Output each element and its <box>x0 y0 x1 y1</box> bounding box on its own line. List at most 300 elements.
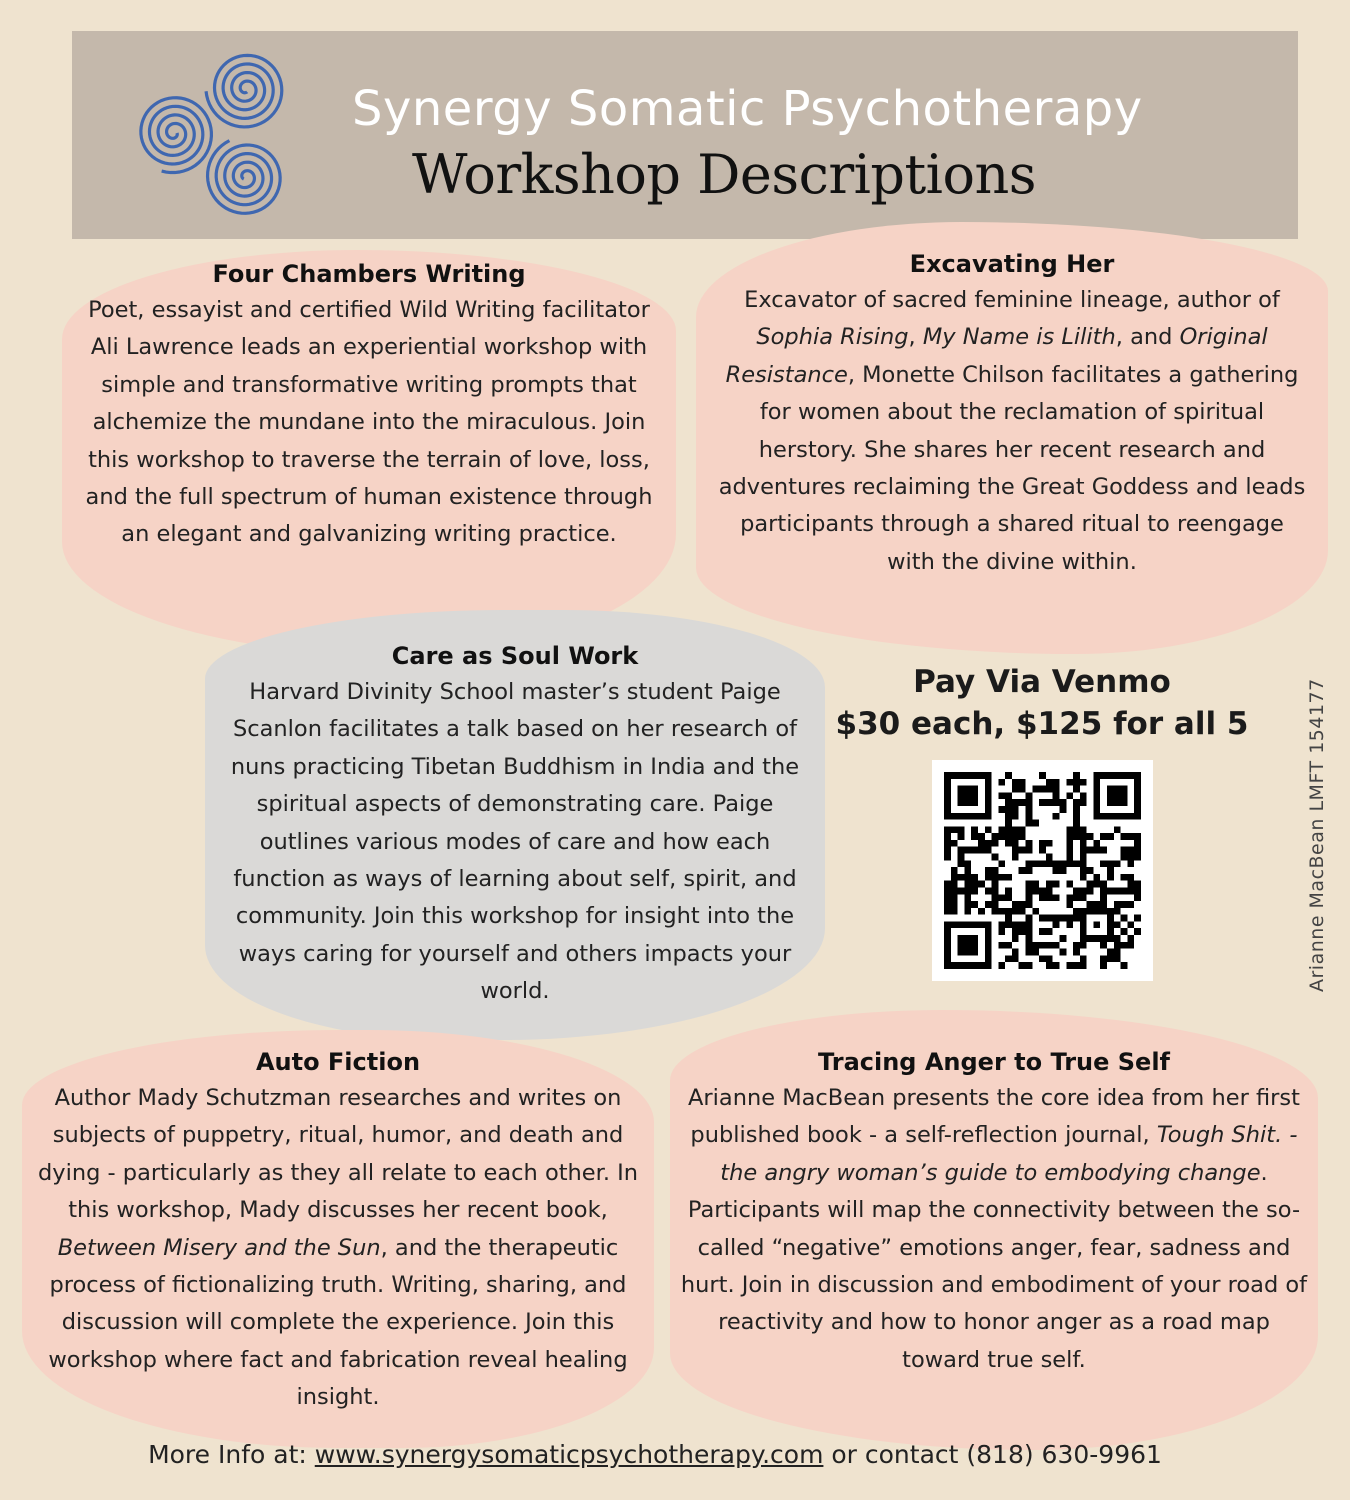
qr-module <box>992 833 999 840</box>
qr-module <box>1046 779 1053 786</box>
qr-module <box>1080 860 1087 867</box>
footer-prefix: More Info at: <box>148 1440 315 1469</box>
qr-module <box>1100 887 1107 894</box>
qr-module <box>1080 779 1087 786</box>
qr-module <box>971 887 978 894</box>
workshop-title: Excavating Her <box>909 250 1115 278</box>
qr-module <box>998 860 1005 867</box>
qr-module <box>1005 908 1012 915</box>
qr-module <box>1066 833 1073 840</box>
triple-spiral-icon <box>124 45 296 223</box>
qr-module <box>992 894 999 901</box>
qr-module <box>1100 955 1107 962</box>
qr-module <box>1059 915 1066 922</box>
qr-module <box>1019 786 1026 793</box>
qr-module <box>978 833 985 840</box>
qr-module <box>944 894 951 901</box>
qr-module <box>1107 860 1114 867</box>
qr-module <box>1066 915 1073 922</box>
qr-module <box>1005 820 1012 827</box>
qr-module <box>1012 799 1019 806</box>
qr-module <box>1087 833 1094 840</box>
qr-module <box>1046 854 1053 861</box>
qr-module <box>1080 867 1087 874</box>
qr-module <box>1005 813 1012 820</box>
qr-module <box>971 881 978 888</box>
qr-module <box>1073 949 1080 956</box>
spiral-stroke <box>208 141 281 214</box>
qr-module <box>1100 847 1107 854</box>
qr-module <box>1114 955 1121 962</box>
workshop-title: Care as Soul Work <box>391 642 639 670</box>
qr-module <box>1053 860 1060 867</box>
qr-module <box>1073 799 1080 806</box>
qr-module <box>958 935 978 955</box>
page-title: Workshop Descriptions <box>412 143 1036 206</box>
qr-module <box>944 833 951 840</box>
organization-name: Synergy Somatic Psychotherapy <box>352 81 1143 137</box>
qr-module <box>958 887 965 894</box>
qr-module <box>1026 881 1033 888</box>
qr-module <box>1059 860 1066 867</box>
qr-module <box>1026 901 1033 908</box>
qr-module <box>1019 847 1026 854</box>
qr-module <box>1066 921 1073 928</box>
qr-module <box>1012 847 1019 854</box>
qr-module <box>1026 928 1033 935</box>
qr-module <box>998 833 1005 840</box>
qr-module <box>1134 833 1141 840</box>
qr-module <box>1121 847 1128 854</box>
qr-module <box>1073 786 1080 793</box>
qr-module <box>1039 942 1046 949</box>
qr-module <box>1026 792 1033 799</box>
qr-module <box>958 860 965 867</box>
qr-module <box>1127 921 1134 928</box>
qr-module <box>1032 786 1039 793</box>
qr-module <box>1005 806 1012 813</box>
qr-module <box>1012 806 1019 813</box>
qr-module <box>1012 949 1019 956</box>
qr-module <box>985 874 992 881</box>
payment-method: Pay Via Venmo <box>913 664 1171 700</box>
qr-module <box>1046 840 1053 847</box>
qr-module <box>1066 881 1073 888</box>
qr-module <box>1032 942 1039 949</box>
qr-module <box>1032 949 1039 956</box>
qr-module <box>1100 881 1107 888</box>
qr-module <box>1114 887 1121 894</box>
qr-module <box>1012 826 1019 833</box>
qr-module <box>1107 833 1114 840</box>
qr-module <box>958 826 965 833</box>
qr-module <box>1080 792 1087 799</box>
qr-module <box>1039 928 1046 935</box>
qr-module <box>1032 881 1039 888</box>
qr-module <box>1134 847 1141 854</box>
qr-module <box>1026 962 1033 969</box>
qr-module <box>944 826 951 833</box>
workshop-description: Excavator of sacred feminine lineage, author of Sophia Rising, My Name is Lilith, and Original Resistance, Monette Chilson facilitates a gathering for women about the reclamation of spiritual herstory. She shares her recent research and adventures reclaiming the Great Goddess and leads participants through a shared ritual to reengage with the divine within. <box>718 287 1306 575</box>
qr-module <box>964 881 971 888</box>
qr-module <box>1032 887 1039 894</box>
qr-module <box>1026 949 1033 956</box>
qr-module <box>1121 942 1128 949</box>
qr-module <box>1114 935 1121 942</box>
qr-module <box>1046 955 1053 962</box>
qr-module <box>1012 935 1019 942</box>
qr-module <box>1134 928 1141 935</box>
qr-module <box>1046 894 1053 901</box>
qr-module <box>1066 826 1073 833</box>
qr-module <box>1039 772 1046 779</box>
workshop-card-care-as-soul-work <box>205 610 825 1040</box>
qr-module <box>1053 942 1060 949</box>
qr-module <box>1114 860 1121 867</box>
qr-module <box>1134 915 1141 922</box>
workshop-title: Auto Fiction <box>255 1048 421 1076</box>
qr-module <box>1026 806 1033 813</box>
qr-module <box>985 867 992 874</box>
qr-module <box>1019 908 1026 915</box>
qr-module <box>998 962 1005 969</box>
qr-module <box>1073 915 1080 922</box>
payment-price: $30 each, $125 for all 5 <box>835 706 1249 742</box>
qr-module <box>1073 826 1080 833</box>
qr-module <box>958 833 965 840</box>
qr-module <box>1053 786 1060 793</box>
qr-module <box>1012 779 1019 786</box>
qr-module <box>1019 962 1026 969</box>
qr-module <box>1080 833 1087 840</box>
qr-module <box>1026 847 1033 854</box>
license-credit: Arianne MacBean LMFT 154177 <box>1306 678 1328 992</box>
qr-module <box>998 826 1005 833</box>
venmo-qr-code[interactable] <box>932 760 1153 981</box>
qr-module <box>964 867 971 874</box>
qr-module <box>958 854 965 861</box>
qr-module <box>998 894 1005 901</box>
qr-module <box>1012 928 1019 935</box>
qr-module <box>1012 921 1019 928</box>
qr-module <box>1066 894 1073 901</box>
qr-module <box>1114 826 1121 833</box>
qr-module <box>964 894 971 901</box>
qr-module <box>1005 942 1012 949</box>
qr-module <box>1107 887 1114 894</box>
qr-module <box>1127 874 1134 881</box>
header-banner <box>72 31 1298 239</box>
qr-module <box>1087 847 1094 854</box>
qr-module <box>998 874 1005 881</box>
qr-module <box>971 901 978 908</box>
qr-module <box>944 854 951 861</box>
qr-module <box>1039 799 1046 806</box>
qr-module <box>1026 915 1033 922</box>
qr-module <box>1053 881 1060 888</box>
qr-module <box>978 908 985 915</box>
qr-module <box>958 786 978 806</box>
qr-module <box>992 908 999 915</box>
qr-module <box>1046 915 1053 922</box>
qr-module <box>1005 833 1012 840</box>
qr-module <box>1005 955 1012 962</box>
qr-module <box>1039 847 1046 854</box>
qr-module <box>1053 894 1060 901</box>
qr-module <box>944 881 951 888</box>
payment-info <box>832 662 1252 746</box>
qr-module <box>1019 901 1026 908</box>
qr-module <box>1053 813 1060 820</box>
qr-module <box>951 901 958 908</box>
qr-module <box>1019 799 1026 806</box>
qr-module <box>985 887 992 894</box>
qr-module <box>1005 840 1012 847</box>
qr-module <box>985 826 992 833</box>
qr-module <box>1107 874 1114 881</box>
qr-module <box>951 881 958 888</box>
qr-module <box>1073 813 1080 820</box>
qr-module <box>1053 867 1060 874</box>
qr-module <box>971 833 978 840</box>
qr-module <box>1026 799 1033 806</box>
qr-module <box>998 806 1005 813</box>
qr-module <box>1032 908 1039 915</box>
qr-module <box>1019 833 1026 840</box>
qr-module <box>1012 854 1019 861</box>
workshop-card-tracing-anger <box>670 1010 1318 1450</box>
spiral-stroke <box>206 55 282 127</box>
qr-module <box>964 908 971 915</box>
qr-module <box>1080 799 1087 806</box>
qr-module <box>1066 962 1073 969</box>
qr-module <box>992 874 999 881</box>
qr-module <box>1114 942 1121 949</box>
qr-module <box>971 874 978 881</box>
qr-module <box>964 860 971 867</box>
qr-module <box>1100 962 1107 969</box>
qr-module <box>1127 833 1134 840</box>
qr-module <box>1114 908 1121 915</box>
qr-module <box>971 826 978 833</box>
qr-module <box>964 901 971 908</box>
qr-code-icon <box>944 772 1141 969</box>
qr-module <box>951 874 958 881</box>
qr-module <box>978 881 985 888</box>
qr-module <box>1073 942 1080 949</box>
qr-module <box>1046 962 1053 969</box>
qr-module <box>951 826 958 833</box>
qr-module <box>1127 860 1134 867</box>
footer-contact <box>0 1440 1310 1469</box>
qr-module <box>1026 867 1033 874</box>
qr-module <box>1127 935 1134 942</box>
qr-module <box>978 840 985 847</box>
qr-module <box>1127 854 1134 861</box>
qr-module <box>1046 881 1053 888</box>
workshop-description: Arianne MacBean presents the core idea from her first published book - a self-reflection journal, Tough Shit. - the angry woman’s guide to embodying change. Participants will map the connectivity between the so-called “negative” emotions anger, fear, sadness and hurt. Join in discussion and embodiment of your road of reactivity and how to honor anger as a road map toward true self. <box>680 1085 1308 1373</box>
qr-module <box>1127 847 1134 854</box>
qr-module <box>1066 779 1073 786</box>
qr-module <box>1053 792 1060 799</box>
qr-module <box>1059 867 1066 874</box>
qr-module <box>1127 887 1134 894</box>
qr-module <box>998 908 1005 915</box>
qr-module <box>985 840 992 847</box>
qr-module <box>1080 874 1087 881</box>
qr-module <box>1073 820 1080 827</box>
qr-module <box>1073 962 1080 969</box>
qr-module <box>1121 901 1128 908</box>
qr-module <box>1039 860 1046 867</box>
qr-module <box>1107 867 1114 874</box>
qr-module <box>1059 799 1066 806</box>
qr-module <box>1080 942 1087 949</box>
qr-module <box>944 908 951 915</box>
qr-module <box>992 840 999 847</box>
qr-module <box>1026 840 1033 847</box>
qr-module <box>1134 881 1141 888</box>
qr-module <box>1046 887 1053 894</box>
qr-module <box>951 908 958 915</box>
qr-module <box>1026 813 1033 820</box>
qr-module <box>998 928 1005 935</box>
qr-module <box>1093 901 1100 908</box>
qr-module <box>1039 894 1046 901</box>
qr-module <box>1121 887 1128 894</box>
qr-module <box>1039 915 1046 922</box>
qr-module <box>951 867 958 874</box>
qr-module <box>1073 860 1080 867</box>
qr-module <box>1073 779 1080 786</box>
qr-module <box>998 779 1005 786</box>
qr-module <box>1134 840 1141 847</box>
qr-module <box>1114 949 1121 956</box>
qr-module <box>1005 894 1012 901</box>
qr-module <box>1087 901 1094 908</box>
qr-module <box>1032 820 1039 827</box>
qr-module <box>1019 867 1026 874</box>
qr-module <box>944 901 951 908</box>
qr-module <box>1087 867 1094 874</box>
qr-module <box>1012 833 1019 840</box>
workshop-title: Four Chambers Writing <box>212 260 526 288</box>
qr-module <box>964 887 971 894</box>
qr-module <box>1053 915 1060 922</box>
qr-module <box>1100 833 1107 840</box>
website-link[interactable]: www.synergysomaticpsychotherapy.com <box>314 1440 824 1469</box>
qr-module <box>1012 840 1019 847</box>
qr-module <box>1053 799 1060 806</box>
qr-module <box>1073 772 1080 779</box>
qr-module <box>1012 955 1019 962</box>
qr-module <box>1026 820 1033 827</box>
qr-module <box>1026 887 1033 894</box>
qr-module <box>1127 901 1134 908</box>
qr-module <box>964 874 971 881</box>
qr-module <box>998 942 1005 949</box>
footer-suffix: or contact (818) 630-9961 <box>823 1440 1162 1469</box>
qr-module <box>1026 860 1033 867</box>
qr-module <box>1019 779 1026 786</box>
qr-module <box>1134 894 1141 901</box>
qr-module <box>1080 894 1087 901</box>
qr-module <box>1039 955 1046 962</box>
qr-module <box>1127 942 1134 949</box>
qr-module <box>1053 779 1060 786</box>
workshop-card-four-chambers-writing <box>62 250 676 655</box>
qr-module <box>1087 887 1094 894</box>
qr-module <box>958 874 965 881</box>
qr-module <box>1087 881 1094 888</box>
qr-module <box>1100 894 1107 901</box>
qr-module <box>985 901 992 908</box>
qr-module <box>992 887 999 894</box>
workshop-description: Poet, essayist and certified Wild Writing facilitator Ali Lawrence leads an experiential workshop with simple and transformative writing prompts that alchemize the mundane into the miraculous. Join this workshop to traverse the terrain of love, loss, and the full spectrum of human existence through an elegant and galvanizing writing practice. <box>85 297 653 548</box>
qr-module <box>1046 799 1053 806</box>
qr-module <box>1073 833 1080 840</box>
qr-module <box>1080 840 1087 847</box>
qr-module <box>1005 826 1012 833</box>
qr-module <box>1012 813 1019 820</box>
qr-module <box>1059 935 1066 942</box>
qr-module <box>1121 928 1128 935</box>
qr-module <box>951 894 958 901</box>
qr-module <box>1066 792 1073 799</box>
qr-module <box>1080 826 1087 833</box>
qr-module <box>1080 847 1087 854</box>
qr-module <box>971 847 978 854</box>
qr-module <box>951 887 958 894</box>
qr-module <box>1005 874 1012 881</box>
qr-module <box>1066 901 1073 908</box>
qr-module <box>1019 928 1026 935</box>
qr-module <box>992 881 999 888</box>
qr-module <box>1005 915 1012 922</box>
qr-module <box>1073 908 1080 915</box>
qr-module <box>944 887 951 894</box>
qr-module <box>1059 949 1066 956</box>
workshop-title: Tracing Anger to True Self <box>818 1048 1170 1076</box>
qr-module <box>978 847 985 854</box>
qr-module <box>1093 847 1100 854</box>
qr-module <box>1059 806 1066 813</box>
qr-module <box>1121 915 1128 922</box>
qr-module <box>1121 962 1128 969</box>
qr-module <box>1053 921 1060 928</box>
qr-module <box>992 867 999 874</box>
qr-module <box>1100 901 1107 908</box>
workshop-description: Author Mady Schutzman researches and writes on subjects of puppetry, ritual, humor, and death and dying - particularly as they all relate to each other. In this workshop, Mady discusses her recent book, Between Misery and the Sun, and the therapeutic process of fictionalizing truth. Writing, sharing, and discussion will complete the experience. Join this workshop where fact and fabrication reveal healing insight. <box>37 1085 639 1411</box>
qr-module <box>1026 942 1033 949</box>
qr-module <box>1073 894 1080 901</box>
workshop-card-excavating-her <box>696 222 1328 654</box>
qr-module <box>1080 962 1087 969</box>
qr-module <box>964 847 971 854</box>
qr-module <box>1046 928 1053 935</box>
qr-module <box>1093 840 1100 847</box>
qr-module <box>1114 901 1121 908</box>
qr-module <box>1107 955 1114 962</box>
qr-module <box>1100 942 1107 949</box>
qr-module <box>1066 860 1073 867</box>
qr-module <box>1039 786 1046 793</box>
qr-module <box>1121 874 1128 881</box>
qr-module <box>1005 772 1012 779</box>
qr-module <box>1026 921 1033 928</box>
qr-module <box>1039 840 1046 847</box>
qr-module <box>1005 921 1012 928</box>
